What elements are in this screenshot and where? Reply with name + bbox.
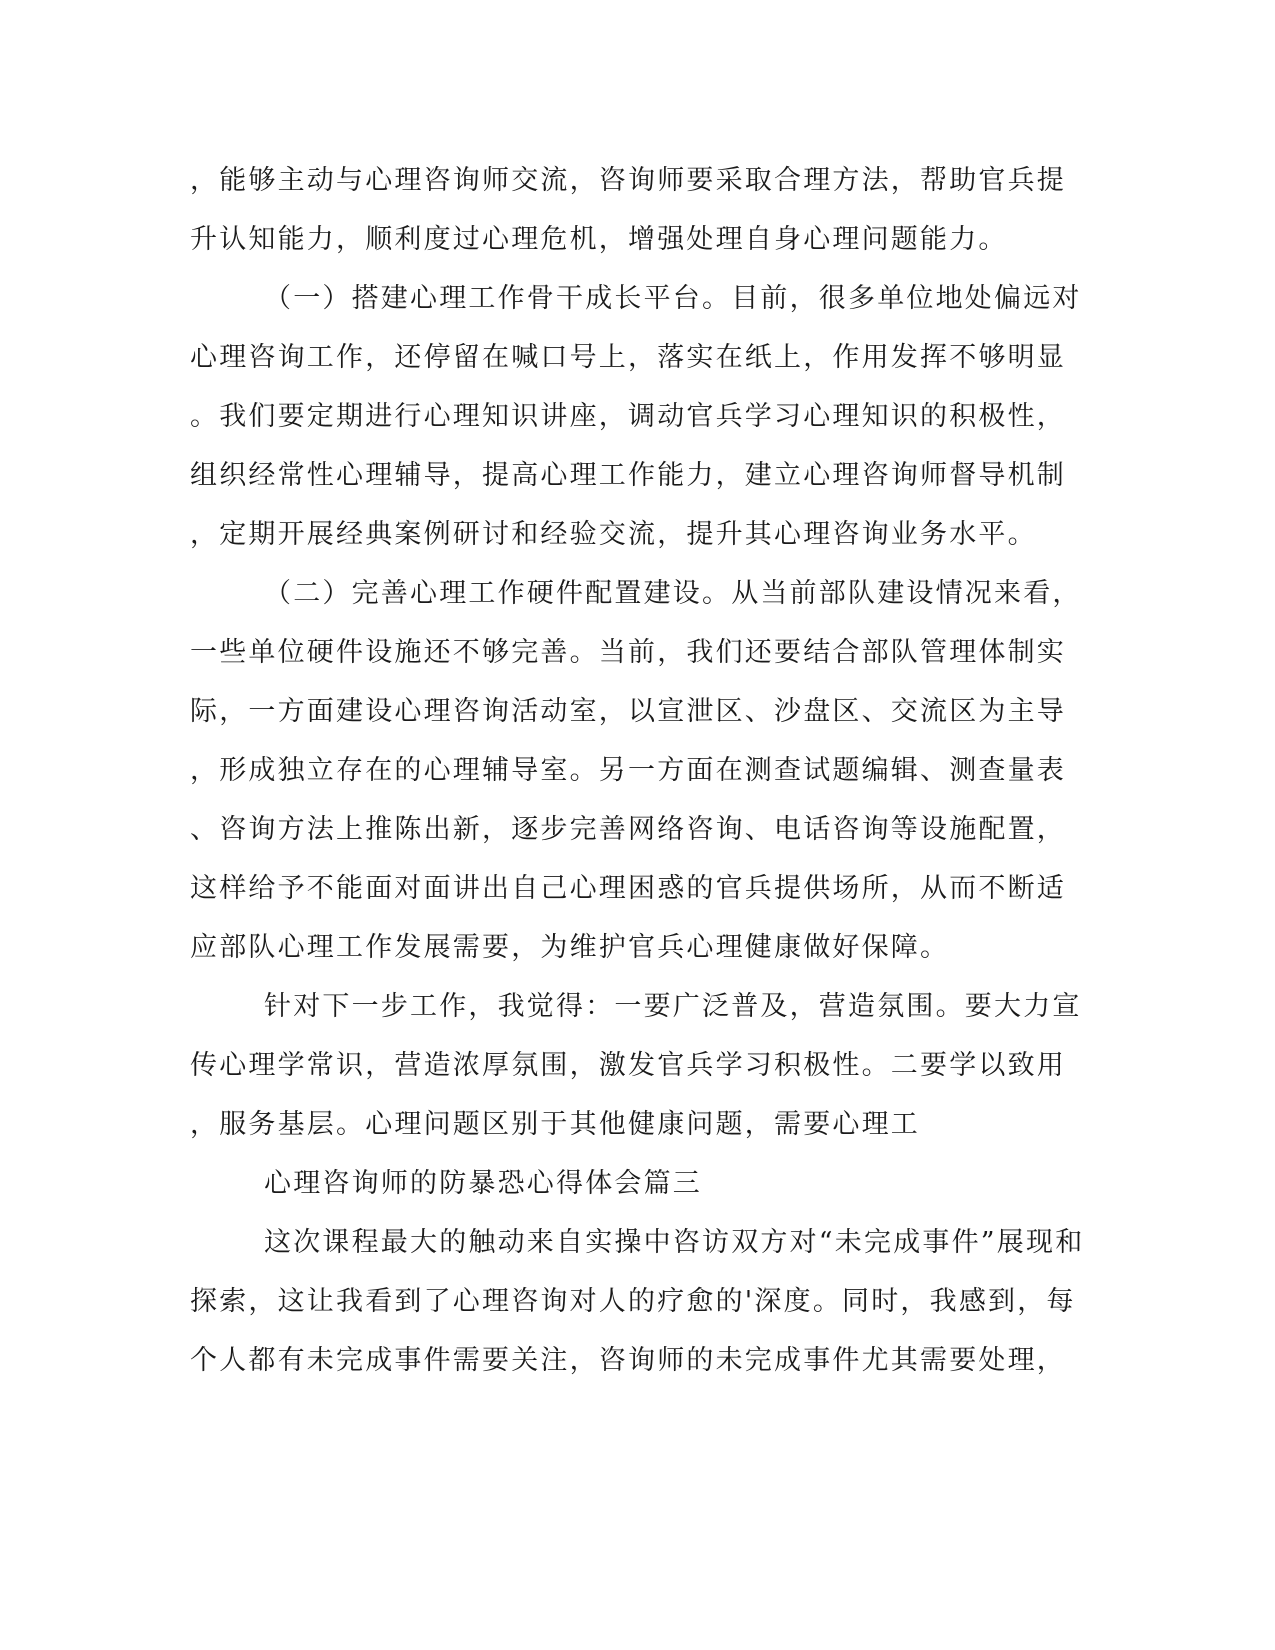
text-line: 际，一方面建设心理咨询活动室，以宣泄区、沙盘区、交流区为主导 xyxy=(190,696,1066,727)
paragraph-start-line: 针对下一步工作，我觉得：一要广泛普及，营造氛围。要大力宣 xyxy=(264,991,1082,1022)
text-line: ，形成独立存在的心理辅导室。另一方面在测查试题编辑、测查量表 xyxy=(190,755,1066,786)
text-line: 、咨询方法上推陈出新，逐步完善网络咨询、电话咨询等设施配置， xyxy=(190,814,1066,845)
text-line: 升认知能力，顺利度过心理危机，增强处理自身心理问题能力。 xyxy=(190,224,1008,255)
text-line: 组织经常性心理辅导，提高心理工作能力，建立心理咨询师督导机制 xyxy=(190,460,1066,491)
text-line: 。我们要定期进行心理知识讲座，调动官兵学习心理知识的积极性， xyxy=(190,401,1066,432)
text-line: 传心理学常识，营造浓厚氛围，激发官兵学习积极性。二要学以致用 xyxy=(190,1050,1066,1081)
paragraph-start-line: （一）搭建心理工作骨干成长平台。目前，很多单位地处偏远对 xyxy=(264,283,1082,314)
text-line: 一些单位硬件设施还不够完善。当前，我们还要结合部队管理体制实 xyxy=(190,637,1066,668)
text-line: ，服务基层。心理问题区别于其他健康问题，需要心理工 xyxy=(190,1109,920,1140)
paragraph-start-line: （二）完善心理工作硬件配置建设。从当前部队建设情况来看， xyxy=(264,578,1082,609)
section-heading: 心理咨询师的防暴恐心得体会篇三 xyxy=(264,1168,702,1199)
text-line: ，能够主动与心理咨询师交流，咨询师要采取合理方法，帮助官兵提 xyxy=(190,165,1066,196)
text-line: 这样给予不能面对面讲出自己心理困惑的官兵提供场所，从而不断适 xyxy=(190,873,1066,904)
text-line: 个人都有未完成事件需要关注，咨询师的未完成事件尤其需要处理， xyxy=(190,1345,1066,1376)
text-line: 探索，这让我看到了心理咨询对人的疗愈的'深度。同时，我感到，每 xyxy=(190,1286,1076,1317)
paragraph-start-line: 这次课程最大的触动来自实操中咨访双方对“未完成事件”展现和 xyxy=(264,1227,1085,1258)
text-line: 心理咨询工作，还停留在喊口号上，落实在纸上，作用发挥不够明显 xyxy=(190,342,1066,373)
text-line: ，定期开展经典案例研讨和经验交流，提升其心理咨询业务水平。 xyxy=(190,519,1037,550)
text-line: 应部队心理工作发展需要，为维护官兵心理健康做好保障。 xyxy=(190,932,950,963)
